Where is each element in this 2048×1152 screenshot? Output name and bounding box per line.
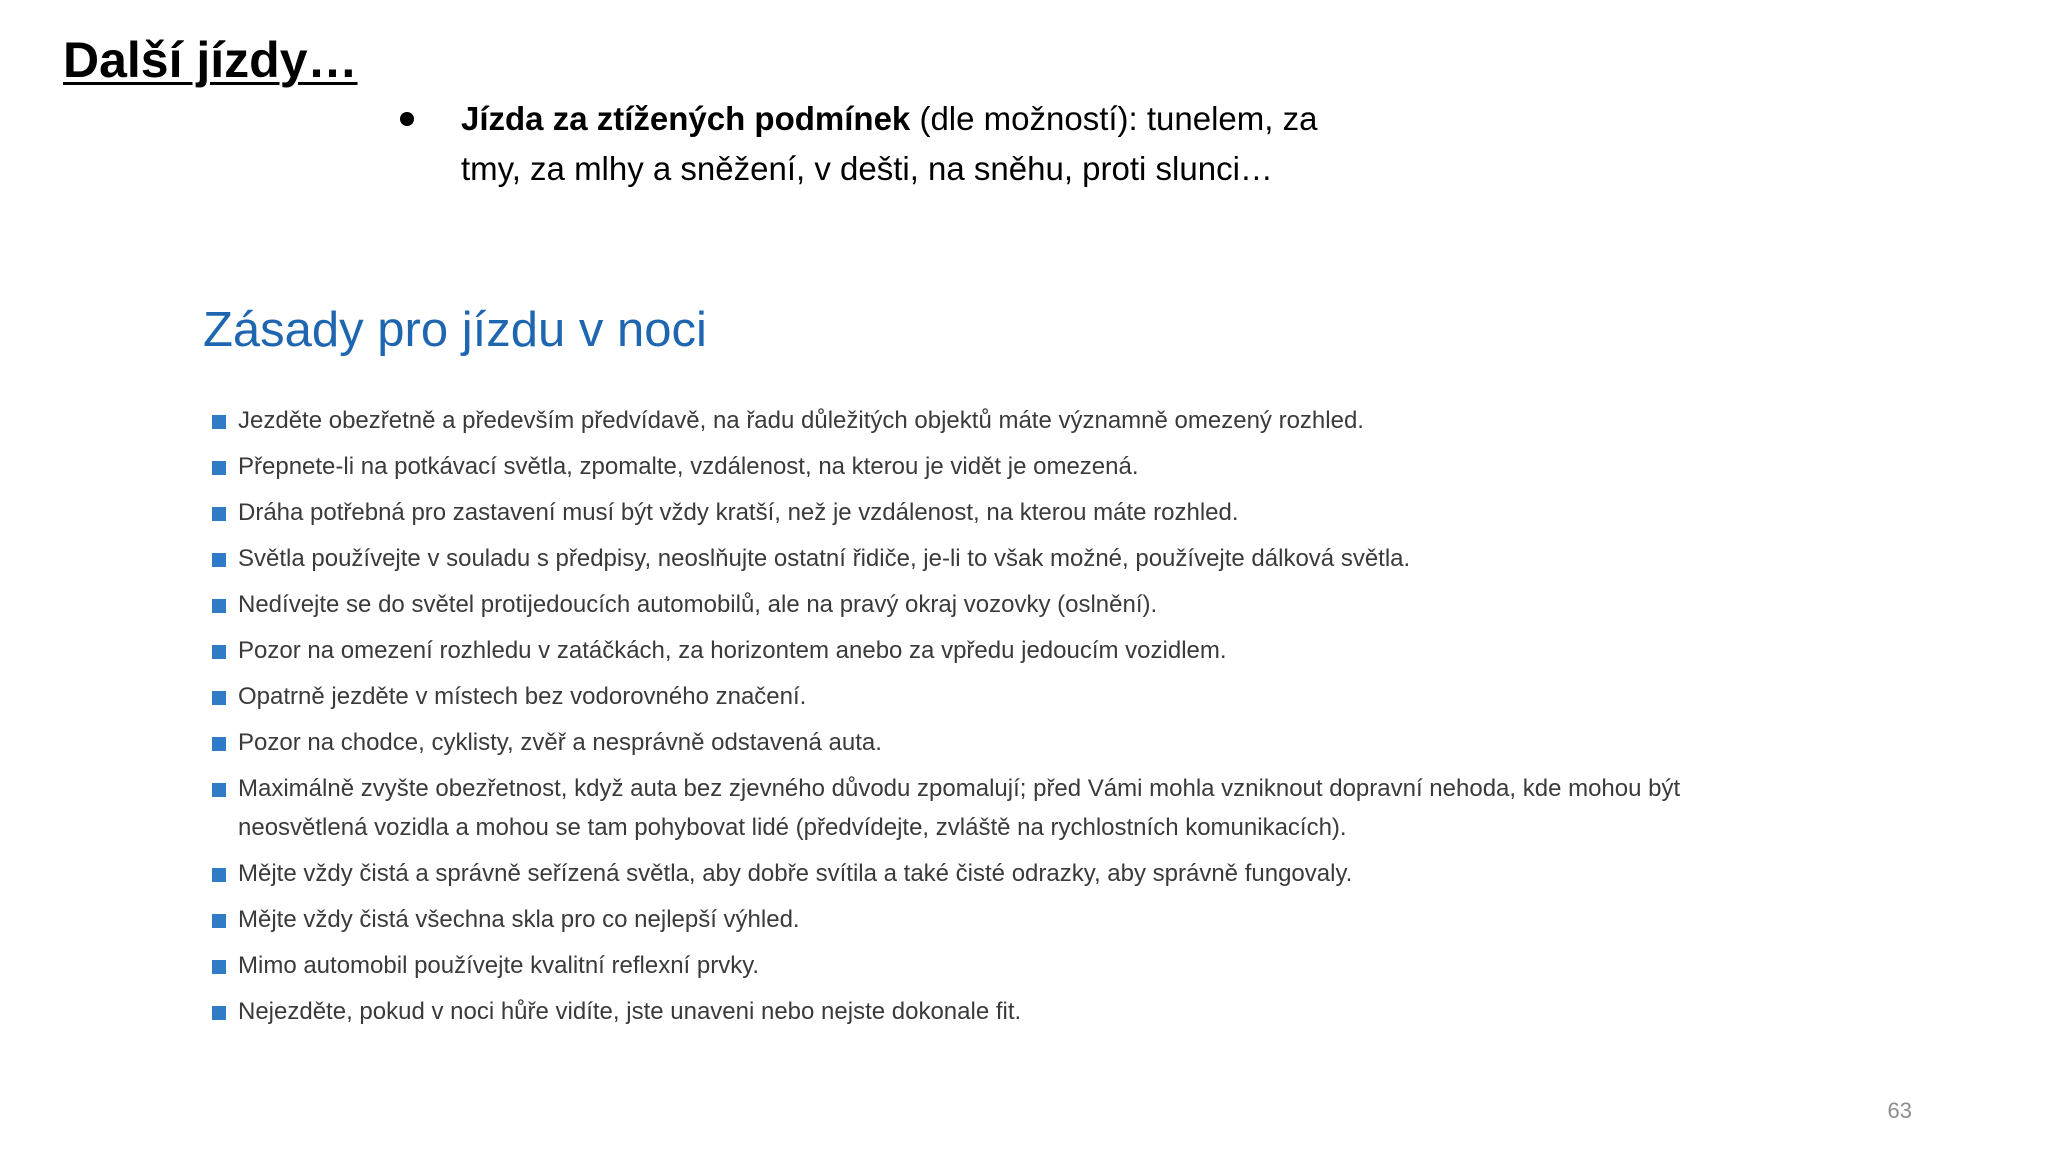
section-heading: Zásady pro jízdu v noci (203, 303, 707, 357)
slide-bullet-rest: (dle možností): tunelem, za tmy, za mlhy a sněžení, v dešti, na sněhu, proti slunci… (461, 100, 1318, 187)
list-item-text: Mějte vždy čistá a správně seřízená světla, aby dobře svítila a také čisté odrazky, aby správně fungovaly. (238, 860, 1353, 887)
list-item-text: Dráha potřebná pro zastavení musí být vždy kratší, než je vzdálenost, na kterou máte rozhled. (238, 499, 1239, 526)
square-bullet-icon (212, 415, 226, 429)
list-item-text: Světla používejte v souladu s předpisy, neoslňujte ostatní řidiče, je-li to však možné, používejte dálková světla. (238, 545, 1411, 572)
list-item (212, 992, 1792, 1031)
list-item (212, 677, 1792, 716)
list-item-text: Maximálně zvyšte obezřetnost, když auta bez zjevného důvodu zpomalují; před Vámi mohla vzniknout dopravní nehoda, kde mohou být neosvětlená vozidla a mohou se tam pohybovat lidé (předvídejte, zvláště na rychlostních komunikacích). (238, 775, 1681, 841)
list-item (212, 854, 1792, 893)
list-item-text: Pozor na chodce, cyklisty, zvěř a nesprávně odstavená auta. (238, 729, 882, 756)
list-item (212, 585, 1792, 624)
list-item (212, 493, 1792, 532)
rules-list (212, 401, 1792, 1038)
list-item-text: Opatrně jezděte v místech bez vodorovného značení. (238, 683, 807, 710)
list-item-text: Nejezděte, pokud v noci hůře vidíte, jste unaveni nebo nejste dokonale fit. (238, 998, 1022, 1025)
list-item-text: Přepnete-li na potkávací světla, zpomalte, vzdálenost, na kterou je vidět je omezená. (238, 453, 1139, 480)
slide-bullet (400, 94, 1380, 194)
list-item (212, 539, 1792, 578)
slide-bullet-text (461, 94, 1380, 194)
slide-bullet-bold: Jízda za ztížených podmínek (461, 100, 911, 137)
list-item (212, 769, 1792, 847)
list-item-text: Nedívejte se do světel protijedoucích automobilů, ale na pravý okraj vozovky (oslnění). (238, 591, 1158, 618)
square-bullet-icon (212, 553, 226, 567)
square-bullet-icon (212, 461, 226, 475)
square-bullet-icon (212, 507, 226, 521)
list-item (212, 723, 1792, 762)
square-bullet-icon (212, 1006, 226, 1020)
list-item (212, 401, 1792, 440)
square-bullet-icon (212, 868, 226, 882)
square-bullet-icon (212, 691, 226, 705)
embedded-screenshot (200, 280, 1800, 1060)
list-item (212, 447, 1792, 486)
list-item-text: Mimo automobil používejte kvalitní reflexní prvky. (238, 952, 760, 979)
square-bullet-icon (212, 783, 226, 797)
list-item (212, 900, 1792, 939)
square-bullet-icon (212, 737, 226, 751)
square-bullet-icon (212, 914, 226, 928)
bullet-dot-icon (400, 112, 414, 126)
list-item (212, 631, 1792, 670)
square-bullet-icon (212, 645, 226, 659)
square-bullet-icon (212, 960, 226, 974)
slide-title: Další jízdy… (63, 32, 358, 88)
list-item (212, 946, 1792, 985)
square-bullet-icon (212, 599, 226, 613)
list-item-text: Jezděte obezřetně a především předvídavě, na řadu důležitých objektů máte významně omezený rozhled. (238, 407, 1364, 434)
list-item-text: Pozor na omezení rozhledu v zatáčkách, za horizontem anebo za vpředu jedoucím vozidlem. (238, 637, 1227, 664)
list-item-text: Mějte vždy čistá všechna skla pro co nejlepší výhled. (238, 906, 800, 933)
page-number: 63 (1887, 1098, 1912, 1123)
